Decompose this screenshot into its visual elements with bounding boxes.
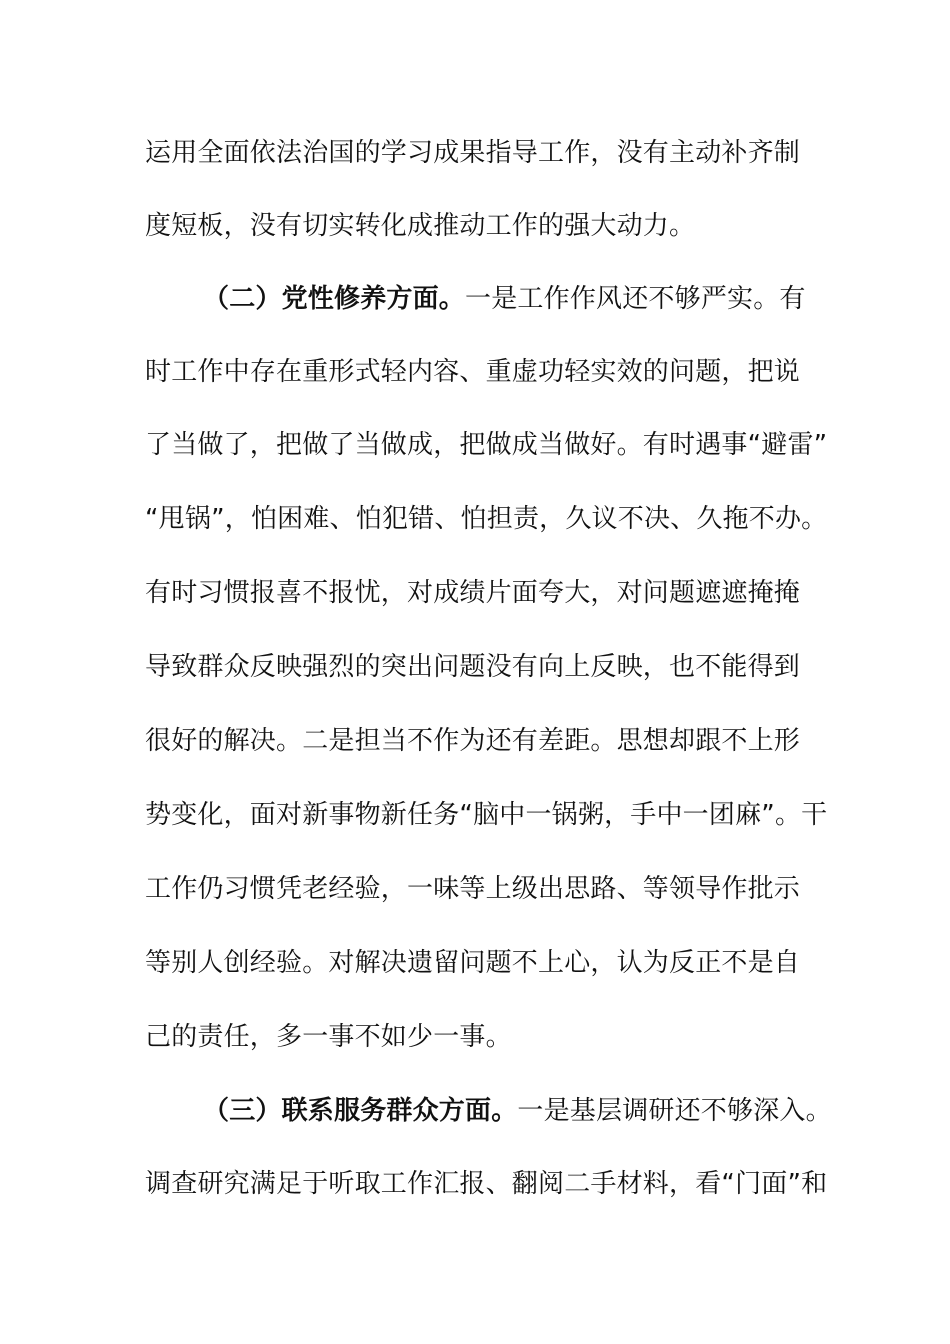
section-two-heading: （二）党性修养方面。 (203, 284, 466, 314)
paragraph-text: 一是工作作风还不够严实。有 (465, 284, 806, 314)
paragraph-line: 度短板，没有切实转化成推动工作的强大动力。 (145, 211, 696, 241)
paragraph-line: 时工作中存在重形式轻内容、重虚功轻实效的问题，把说 (145, 357, 801, 387)
paragraph-line: 己的责任，多一事不如少一事。 (145, 1022, 512, 1052)
paragraph-text: 一是基层调研还不够深入。 (517, 1096, 832, 1126)
section-two-line (203, 282, 806, 316)
section-three-line (203, 1094, 832, 1128)
paragraph-line: 工作仍习惯凭老经验，一味等上级出思路、等领导作批示 (145, 874, 801, 904)
section-three-heading: （三）联系服务群众方面。 (203, 1096, 518, 1126)
paragraph-line: 导致群众反映强烈的突出问题没有向上反映，也不能得到 (145, 652, 801, 682)
paragraph-line: 调查研究满足于听取工作汇报、翻阅二手材料，看“门面”和 (145, 1169, 828, 1199)
paragraph-line: 等别人创经验。对解决遗留问题不上心，认为反正不是自 (145, 948, 801, 978)
paragraph-line: “甩锅”，怕困难、怕犯错、怕担责，久议不决、久拖不办。 (145, 504, 828, 534)
paragraph-line: 运用全面依法治国的学习成果指导工作，没有主动补齐制 (145, 138, 801, 168)
paragraph-line: 势变化，面对新事物新任务“脑中一锅粥，手中一团麻”。干 (145, 800, 828, 830)
paragraph-line: 了当做了，把做了当做成，把做成当做好。有时遇事“避雷” (145, 430, 828, 460)
paragraph-line: 很好的解决。二是担当不作为还有差距。思想却跟不上形 (145, 726, 801, 756)
paragraph-line: 有时习惯报喜不报忧，对成绩片面夸大，对问题遮遮掩掩 (145, 578, 801, 608)
